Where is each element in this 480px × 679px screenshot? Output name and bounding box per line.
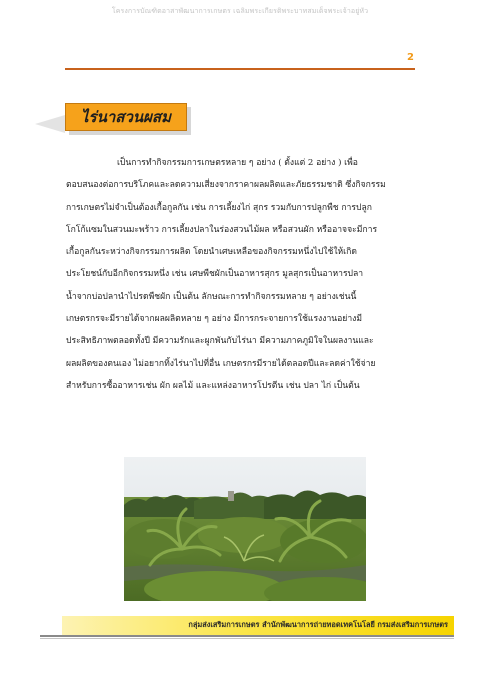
body-line: ประสิทธิภาพตลอดทั้งปี มีความรักและผูกพันกับไร่นา มีความภาคภูมิใจในผลงานและ	[66, 336, 374, 347]
farm-photo-image	[124, 457, 366, 601]
header-note: โครงการบัณฑิตอาสาพัฒนาการเกษตร เฉลิมพระเกียรติพระบาทสมเด็จพระเจ้าอยู่หัว	[111, 7, 369, 15]
body-line: เกื้อกูลกันระหว่างกิจกรรมการผลิต โดยนำเศษเหลือของกิจกรรมหนึ่งไปใช้ให้เกิด	[66, 247, 357, 258]
title-box	[65, 103, 187, 131]
body-line: ผลผลิตของตนเอง ไม่อยากทิ้งไร่นาไปที่อื่น เกษตรกรมีรายได้ตลอดปีและลดค่าใช้จ่าย	[66, 358, 376, 369]
body-line: เป็นการทำกิจกรรมการเกษตรหลาย ๆ อย่าง ( ตั้งแต่ 2 อย่าง ) เพื่อ	[117, 158, 358, 168]
body-paragraph	[66, 152, 414, 397]
title-wedge-decoration	[35, 115, 65, 133]
section-title: ไร่นาสวนผสม	[81, 108, 171, 126]
top-divider	[65, 68, 415, 70]
body-line: เกษตรกรจะมีรายได้จากผลผลิตหลาย ๆ อย่าง มีการกระจายการใช้แรงงานอย่างมี	[66, 314, 363, 325]
page-number: 2	[407, 52, 414, 63]
footer-rule	[40, 635, 454, 637]
body-line: การเกษตรไม่จำเป็นต้องเกื้อกูลกัน เช่น การเลี้ยงไก่ สุกร รวมกับการปลูกพืช การปลูก	[66, 202, 372, 213]
farm-photo	[124, 457, 366, 601]
body-line: โกโก้แซมในสวนมะพร้าว การเลี้ยงปลาในร่องสวนไม้ผล หรือสวนผัก หรืออาจจะมีการ	[66, 224, 378, 235]
section-title-banner	[35, 103, 195, 137]
footer-credit: กลุ่มส่งเสริมการเกษตร สำนักพัฒนาการถ่ายทอดเทคโนโลยี กรมส่งเสริมการเกษตร	[188, 620, 448, 629]
body-line: ประโยชน์กับอีกกิจกรรมหนึ่ง เช่น เศษพืชผักเป็นอาหารสุกร มูลสุกรเป็นอาหารปลา	[66, 269, 364, 280]
body-line: น้ำจากบ่อปลานำไปรดพืชผัก เป็นต้น ลักษณะการทำกิจกรรมหลาย ๆ อย่างเช่นนี้	[66, 291, 357, 302]
body-line: สำหรับการซื้ออาหารเช่น ผัก ผลไม้ และแหล่งอาหารโปรตีน เช่น ปลา ไก่ เป็นต้น	[66, 380, 360, 391]
footer-rule-thin	[40, 638, 454, 639]
body-line: ตอบสนองต่อการบริโภคและลดความเสี่ยงจากราคาผลผลิตและภัยธรรมชาติ ซึ่งกิจกรรม	[66, 180, 386, 191]
